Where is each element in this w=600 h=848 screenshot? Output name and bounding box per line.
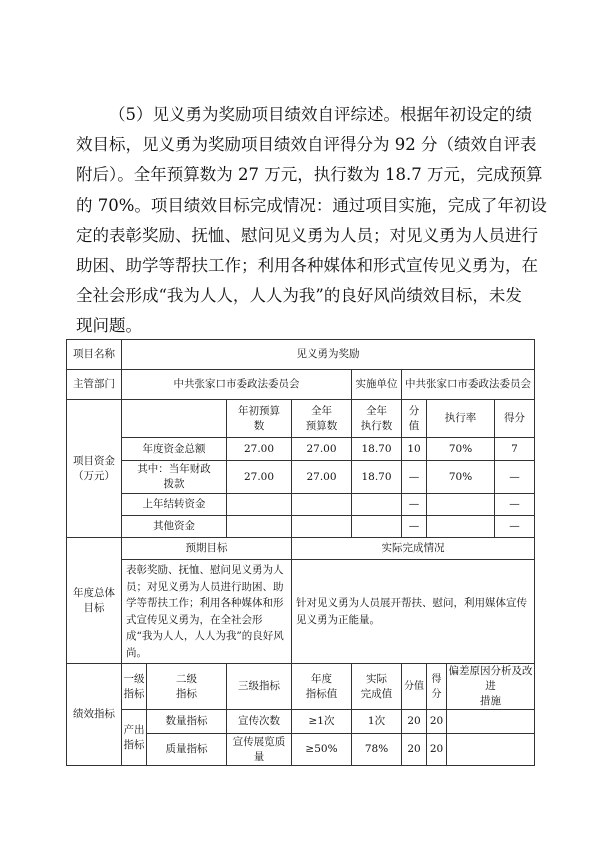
- paragraph-line: 效目标，见义勇为奖励项目绩效自评得分为 92 分（绩效自评表: [76, 135, 537, 155]
- funds-row: [67, 461, 535, 494]
- funds-score: —: [495, 494, 535, 516]
- funds-initial-budget: [227, 516, 292, 538]
- funds-execution-rate: [427, 494, 495, 516]
- funds-weight: —: [402, 494, 427, 516]
- expected-goal-header: 预期目标: [122, 538, 292, 560]
- funds-execution-rate: 70%: [427, 461, 495, 494]
- paragraph-line: 附后）。全年预算数为 27 万元，执行数为 18.7 万元，完成预算: [76, 165, 543, 185]
- funds-annual-execution: [352, 494, 402, 516]
- performance-indicator-label: 绩效指标: [67, 664, 122, 766]
- department-row: [67, 370, 535, 400]
- funds-header-row: [67, 400, 535, 438]
- actual-value: 1次: [352, 710, 402, 734]
- funds-row: [67, 494, 535, 516]
- funds-annual-budget: [292, 516, 352, 538]
- funds-weight: —: [402, 516, 427, 538]
- deviation-analysis-header: 偏差原因分析及改进 措施: [447, 664, 535, 710]
- actual-value: 78%: [352, 734, 402, 766]
- annual-target-header: 年度 指标值: [292, 664, 352, 710]
- actual-completion-text: 针对见义勇为人员展开帮扶、慰问，利用媒体宣传见义勇为正能量。: [292, 560, 535, 664]
- perf-score: 20: [427, 734, 447, 766]
- implementing-unit-value: 中共张家口市委政法委员会: [402, 370, 535, 400]
- funds-execution-rate: 70%: [427, 438, 495, 461]
- project-name-row: [67, 340, 535, 370]
- annual-goal-content-row: [67, 560, 535, 664]
- performance-row: [67, 710, 535, 734]
- performance-self-assessment-table: [66, 339, 535, 766]
- funds-row: [67, 516, 535, 538]
- project-name-value: 见义勇为奖励: [122, 340, 535, 370]
- paragraph-line: 定的表彰奖励、抚恤、慰问见义勇为人员；对见义勇为人员进行: [76, 225, 538, 245]
- funds-weight: 10: [402, 438, 427, 461]
- funds-header-blank: [122, 400, 227, 438]
- project-name-label: 项目名称: [67, 340, 122, 370]
- performance-header-row: [67, 664, 535, 710]
- initial-budget-header: 年初预算 数: [227, 400, 292, 438]
- funds-annual-execution: 18.70: [352, 461, 402, 494]
- deviation-note: [447, 710, 535, 734]
- funds-annual-budget: 27.00: [292, 461, 352, 494]
- funds-row: [67, 438, 535, 461]
- level3-indicator: 宣传次数: [227, 710, 292, 734]
- paragraph-line: 助困、助学等帮扶工作；利用各种媒体和形式宣传见义勇为，在: [76, 256, 538, 276]
- annual-target-value: ≥50%: [292, 734, 352, 766]
- assessment-summary-paragraph: [76, 100, 558, 342]
- expected-goal-text: 表彰奖励、抚恤、慰问见义勇为人员；对见义勇为人员进行助困、助学等帮扶工作；利用各种媒体和形式宣传见义勇为，在全社会形成“我为人人，人人为我”的良好风尚。: [122, 560, 292, 664]
- paragraph-line: 的 70%。项目绩效目标完成情况：通过项目实施，完成了年初设: [76, 195, 547, 215]
- annual-overall-goal-label: 年度总体 目标: [67, 538, 122, 664]
- funds-row-label: 其他资金: [122, 516, 227, 538]
- funds-row-label: 上年结转资金: [122, 494, 227, 516]
- annual-target-value: ≥1次: [292, 710, 352, 734]
- funds-score: —: [495, 461, 535, 494]
- funds-annual-execution: 18.70: [352, 438, 402, 461]
- perf-score: 20: [427, 710, 447, 734]
- deviation-note: [447, 734, 535, 766]
- department-label: 主管部门: [67, 370, 122, 400]
- implementing-unit-label: 实施单位: [352, 370, 402, 400]
- funds-weight: —: [402, 461, 427, 494]
- annual-execution-header: 全年 执行数: [352, 400, 402, 438]
- funds-annual-execution: [352, 516, 402, 538]
- actual-value-header: 实际 完成值: [352, 664, 402, 710]
- funds-score: 7: [495, 438, 535, 461]
- funds-score: —: [495, 516, 535, 538]
- paragraph-line: 现问题。: [76, 316, 142, 336]
- execution-rate-header: 执行率: [427, 400, 495, 438]
- department-value: 中共张家口市委政法委员会: [122, 370, 352, 400]
- output-indicator-label: 产出 指标: [122, 710, 147, 766]
- annual-goal-header-row: [67, 538, 535, 560]
- funds-annual-budget: 27.00: [292, 438, 352, 461]
- level2-indicator-header: 二级 指标: [147, 664, 227, 710]
- level1-indicator-header: 一级 指标: [122, 664, 147, 710]
- level2-indicator: 质量指标: [147, 734, 227, 766]
- annual-budget-header: 全年 预算数: [292, 400, 352, 438]
- score-header: 得分: [495, 400, 535, 438]
- perf-score-header: 得分: [427, 664, 447, 710]
- paragraph-line: 全社会形成“我为人人，人人为我”的良好风尚绩效目标，未发: [76, 286, 522, 306]
- funds-execution-rate: [427, 516, 495, 538]
- paragraph-line: （5）见义勇为奖励项目绩效自评综述。根据年初设定的绩: [109, 105, 532, 124]
- perf-weight-header: 分值: [402, 664, 427, 710]
- level2-indicator: 数量指标: [147, 710, 227, 734]
- perf-weight: 20: [402, 710, 427, 734]
- weight-header: 分 值: [402, 400, 427, 438]
- funds-initial-budget: 27.00: [227, 438, 292, 461]
- actual-completion-header: 实际完成情况: [292, 538, 535, 560]
- funds-row-label: 其中：当年财政 拨款: [122, 461, 227, 494]
- funds-initial-budget: [227, 494, 292, 516]
- level3-indicator-header: 三级指标: [227, 664, 292, 710]
- level3-indicator: 宣传展览质 量: [227, 734, 292, 766]
- project-funds-label: 项目资金 （万元）: [67, 400, 122, 538]
- funds-row-label: 年度资金总额: [122, 438, 227, 461]
- funds-annual-budget: [292, 494, 352, 516]
- perf-weight: 20: [402, 734, 427, 766]
- funds-initial-budget: 27.00: [227, 461, 292, 494]
